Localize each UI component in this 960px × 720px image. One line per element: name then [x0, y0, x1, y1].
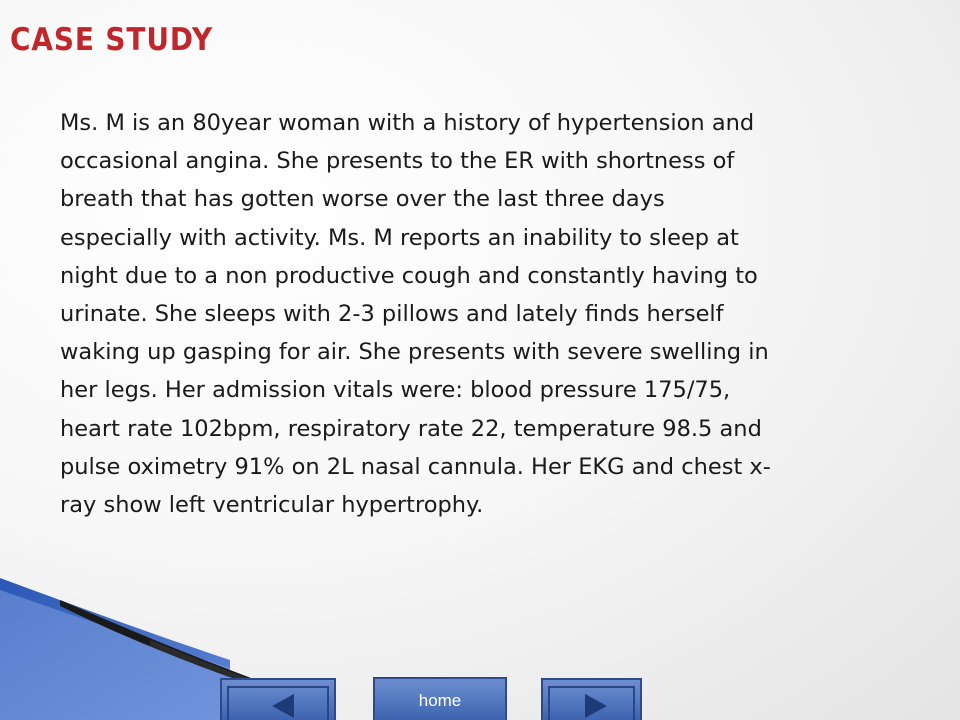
body-line: Ms. M is an 80year woman with a history of hypertension and — [60, 110, 755, 136]
home-button[interactable] — [373, 677, 507, 720]
slide-title: CASE STUDY — [10, 22, 214, 58]
body-line: night due to a non productive cough and constantly having to — [60, 262, 758, 289]
body-line: urinate. She sleeps with 2-3 pillows and lately finds herself — [60, 301, 724, 328]
body-line: breath that has gotten worse over the last three days — [60, 186, 665, 213]
body-line: pulse oximetry 91% on 2L nasal cannula. Her EKG and chest x- — [60, 453, 771, 480]
back-button[interactable] — [220, 678, 336, 720]
body-line: her legs. Her admission vitals were: blood pressure 175/75, — [60, 377, 731, 404]
body-line: occasional angina. She presents to the ER with shortness of — [60, 148, 735, 175]
arrow-right-icon — [585, 694, 607, 718]
body-line: ray show left ventricular hypertrophy. — [60, 492, 484, 519]
next-button[interactable] — [541, 678, 642, 720]
case-study-text — [60, 104, 880, 524]
home-button-label: home — [418, 691, 462, 710]
body-line: heart rate 102bpm, respiratory rate 22, temperature 98.5 and — [60, 415, 762, 442]
arrow-left-icon — [272, 694, 294, 718]
body-line: waking up gasping for air. She presents with severe swelling in — [60, 339, 769, 366]
body-line: especially with activity. Ms. M reports an inability to sleep at — [60, 224, 739, 251]
